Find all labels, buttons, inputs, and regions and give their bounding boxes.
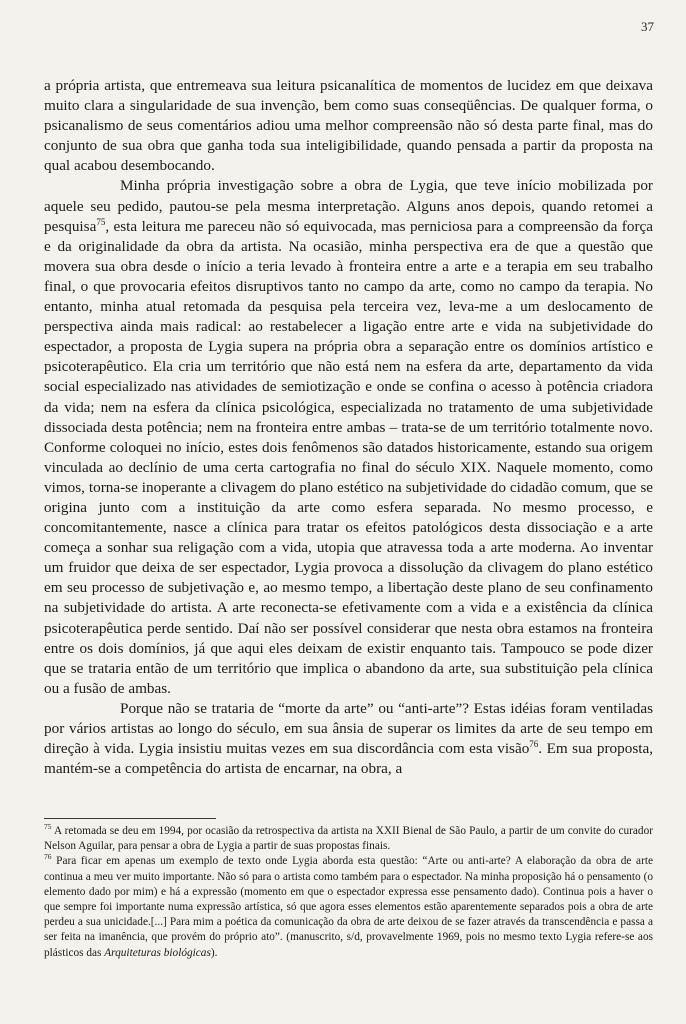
paragraph-3-text-b: . Em sua proposta, mantém-se a competência do artista de encarnar, na obra, a	[44, 740, 653, 778]
paragraph-1-text: a própria artista, que entremeava sua leitura psicanalítica de momentos de lucidez em que deixava muito clara a singularidade de sua invenção, bem como suas conseqüências. De qualquer forma, o psicanalismo de seus comentários adiou uma melhor compreensão não só desta parte final, mas do conjunto de sua obra que ganha toda sua inteligibilidade, quando pensada a partir da proposta na qual acabou desembocando.	[44, 77, 653, 175]
footnote-75	[44, 824, 653, 854]
paragraph-2	[44, 176, 653, 698]
paragraph-1	[44, 76, 653, 176]
footnote-76-tail: ).	[210, 946, 218, 959]
paragraph-3-text-a: Porque não se trataria de “morte da arte” ou “anti-arte”? Estas idéias foram ventiladas por vários artistas ao longo do século, em sua ânsia de superar os limites da arte de seu tempo em direção à vida. Lygia insistiu muitas vezes em sua discordância com esta visão	[44, 699, 653, 758]
page-number: 37	[641, 19, 654, 34]
footnote-mark-76: 76	[44, 852, 52, 862]
footnote-ref-76[interactable]: 76	[529, 739, 539, 750]
footnote-75-text: A retomada se deu em 1994, por ocasião da retrospectiva da artista na XXII Bienal de São Paulo, a partir de um convite do curador Nelson Aguilar, para pensar a obra de Lygia a partir de suas propostas finais.	[44, 825, 653, 853]
footnote-76-text: Para ficar em apenas um exemplo de texto onde Lygia aborda esta questão: “Arte ou anti-arte? A elaboração da obra de arte continua a meu ver muito importante. Não só para o artista como também para o espectador. Na minha proposição há o pensamento (o elemento dado por mim) e há a expressão (momento em que o espectador expressa esse pensamento dado). Continua pois a haver o que sempre foi importante numa expressão artística, só que agora esses elementos estão aparentemente separados pois a obra de arte perdeu a sua unicidade.[...] Para mim a poética da comunicação da obra de arte deixou de se fazer através da transcendência e passa a ser feita na imanência, que provém do próprio ato”. (manuscrito, s/d, provavelmente 1969, pois no mesmo texto Lygia refere-se aos plásticos das	[44, 855, 653, 959]
paragraph-2-text-a: Minha própria investigação sobre a obra de Lygia, que teve início mobilizada por aquele seu pedido, pautou-se pela mesma interpretação. Alguns anos depois, quando retomei a pesquisa	[44, 177, 653, 235]
footnote-divider	[44, 818, 216, 819]
paragraph-3	[44, 699, 653, 779]
footnote-mark-75: 75	[44, 822, 52, 832]
body-text	[44, 76, 653, 779]
footnote-76-italic-title: Arquiteturas biológicas	[104, 946, 211, 959]
paragraph-2-text-b: , esta leitura me pareceu não só equivocada, mas perniciosa para a compreensão da força e da originalidade da obra da artista. Na ocasião, minha perspectiva era de que a questão que movera sua obra desde o início a teria levado à fronteira entre a arte e a terapia em seu trabalho final, o que provocaria efeitos disruptivos tanto no campo da arte, como no campo da terapia. No entanto, minha atual retomada da pesquisa pela terceira vez, leva-me a um deslocamento de perspectiva ainda mais radical: ao restabelecer a ligação entre arte e vida na subjetividade do espectador, a proposta de Lygia supera na própria obra a separação entre os domínios artístico e psicoterapêutico. Ela cria um território que não está nem na esfera da arte, departamento da vida social especializado nas atividades de semiotização e onde se confina o acesso à potência criadora da vida; nem na esfera da clínica psicológica, especializada no tratamento de uma subjetividade dissociada desta potência; nem na fronteira entre ambas – trata-se de um território totalmente novo. Conforme coloquei no início, estes dois fenômenos são datados historicamente, estando sua origem vinculada ao declínio de uma certa cartografia no final do século XIX. Naquele momento, como vimos, torna-se inoperante a clivagem do plano estético na subjetividade do cidadão comum, que se origina junto com a instituição da arte como esfera separada. No mesmo processo, e concomitantemente, nasce a clínica para tratar os efeitos patológicos desta dissociação e a arte começa a sonhar sua religação com a vida, utopia que atravessa toda a arte moderna. Ao inventar um fruidor que deixa de ser espectador, Lygia provoca a dissolução da clivagem do plano estético em seu processo de subjetivação e, ao mesmo tempo, a libertação deste plano de seu confinamento na subjetividade do artista. A arte reconecta-se efetivamente com a vida e a existência da clínica psicoterapêutica perde sentido. Daí não ser possível considerar que nesta obra estamos na fronteira entre os dois domínios, já que aqui eles deixam de existir enquanto tais. Tampouco se pode dizer que se trataria então de um território que implica o abandono da arte, sua substituição pela clínica ou a fusão de ambas.	[44, 217, 653, 697]
footnote-ref-75[interactable]: 75	[96, 216, 106, 227]
footnote-76	[44, 854, 653, 960]
footnotes	[44, 824, 653, 961]
